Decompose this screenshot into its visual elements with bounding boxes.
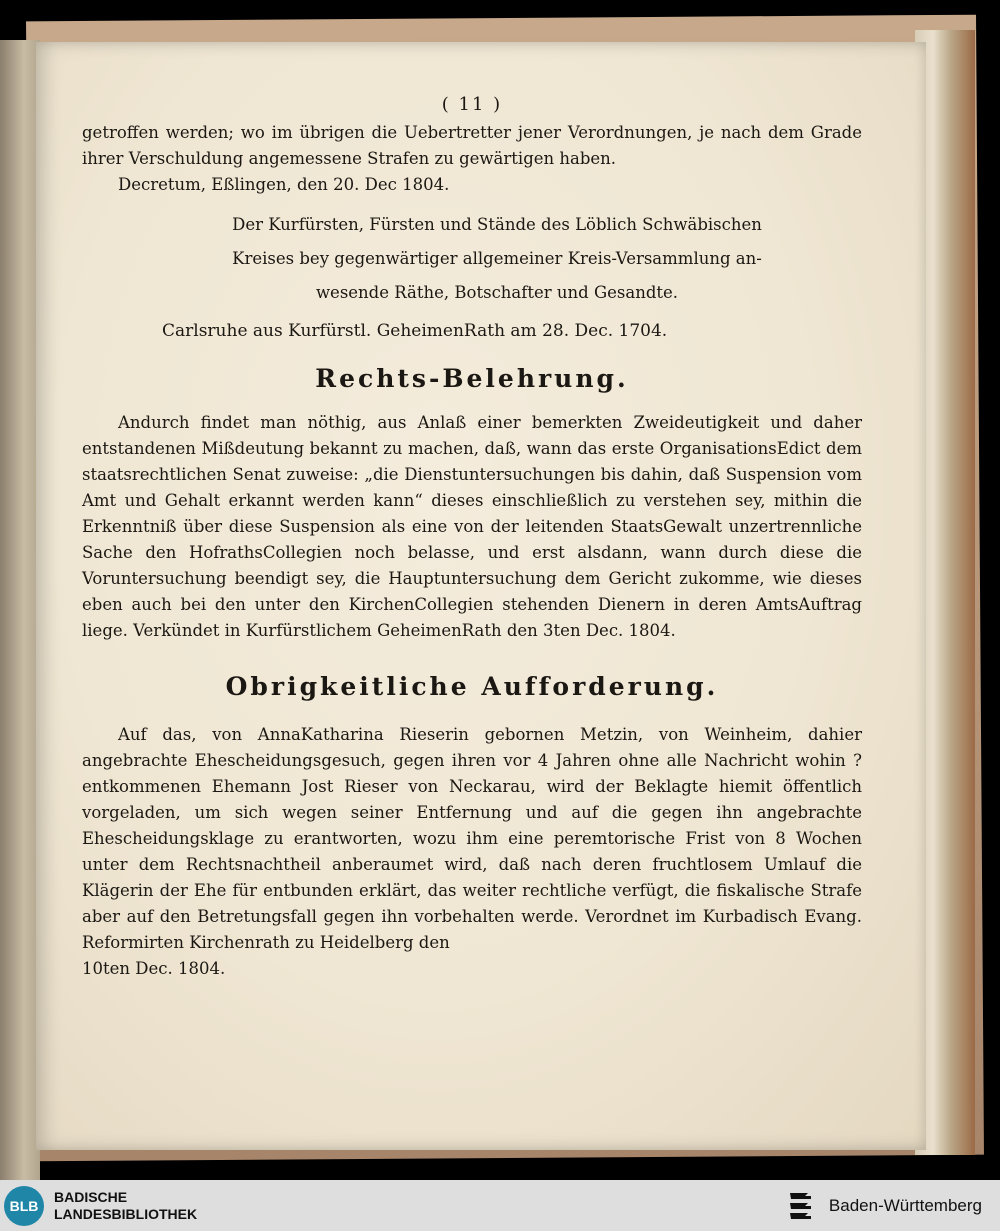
section-heading-aufforderung: Obrigkeitliche Aufforderung.	[225, 672, 719, 701]
viewer-footer	[0, 1180, 1000, 1231]
section-body-aufforderung: Auf das, von AnnaKatharina Rieserin gebornen Metzin, von Weinheim, dahier angebrachte Ehescheidungsgesuch, gegen ihren vor 4 Jahren ohne alle Nachricht wohin ? entkommenen Ehemann Jost Rieser von Neckarau, wird der Beklagte hiemit öffentlich vorgeladen, um sich wegen seiner Entfernung und auf die gegen ihn angebrachte Ehescheidungsklage zu erantworten, wozu ihm eine peremtorische Frist von 8 Wochen unter dem Rechtsnachtheil anberaumet wird, daß nach deren fruchtlosem Umlauf die Klägerin der Ehe für entbunden erklärt, das weiter rechtliche verfügt, die fiskalische Strafe aber auf den Betretungsfall gegen ihn vorbehalten werde. Verordnet im Kurbadisch Evang. Reformirten Kirchenrath zu Heidelberg den	[82, 725, 862, 952]
page-content	[82, 92, 862, 982]
blb-branding[interactable]	[4, 1186, 197, 1226]
section-heading-rechts-belehrung: Rechts-Belehrung.	[315, 364, 629, 393]
left-page-edge	[0, 40, 40, 1180]
opening-paragraph: getroffen werden; wo im übrigen die Uebertretter jener Verordnungen, je nach dem Grade ihrer Verschuldung angemessene Strafen zu gewärtigen haben.	[82, 123, 862, 168]
blb-logo-icon: BLB	[4, 1186, 44, 1226]
blb-name-line2: LANDESBIBLIOTHEK	[54, 1205, 198, 1222]
issuer-block	[132, 208, 862, 310]
bw-name: Baden-Württemberg	[828, 1195, 982, 1215]
lions-coat-of-arms-icon	[787, 1189, 817, 1223]
closing-date: 10ten Dec. 1804.	[82, 959, 226, 978]
document-page	[36, 42, 926, 1150]
issuer-line: wesende Räthe, Botschafter und Gesandte.	[315, 283, 679, 302]
bw-branding[interactable]	[787, 1189, 982, 1223]
blb-name-line1: BADISCHE	[54, 1188, 128, 1205]
section-body-rechts-belehrung: Andurch findet man nöthig, aus Anlaß einer bemerkten Zweideutigkeit und daher entstandenen Mißdeutung bekannt zu machen, daß, wann das erste OrganisationsEdict dem staatsrechtlichen Senat zuweise: „die Dienstuntersuchungen bis dahin, daß Suspension vom Amt und Gehalt erkannt werden kann“ dieses einschließlich zu verstehen sey, mithin die Erkenntniß über diese Suspension als eine von der leitenden StaatsGewalt unzertrennliche Sache den HofrathsCollegien noch belasse, und erst alsdann, wann durch diese die Voruntersuchung beendigt sey, die Hauptuntersuchung dem Gericht zukomme, wie dieses eben auch bei den unter den KirchenCollegien stehenden Dienern in deren AmtsAuftrag liege. Verkündet in Kurfürstlichem GeheimenRath den 3ten Dec. 1804.	[82, 413, 862, 640]
page-number: ( 11 )	[441, 94, 503, 115]
place-date-line: Carlsruhe aus Kurfürstl. GeheimenRath am 28. Dec. 1704.	[162, 321, 668, 341]
issuer-line: Der Kurfürsten, Fürsten und Stände des Löblich Schwäbischen	[232, 215, 762, 234]
decree-line: Decretum, Eßlingen, den 20. Dec 1804.	[118, 175, 450, 194]
blb-name	[54, 1189, 197, 1223]
issuer-line: Kreises bey gegenwärtiger allgemeiner Kreis-Versammlung an-	[232, 249, 762, 268]
